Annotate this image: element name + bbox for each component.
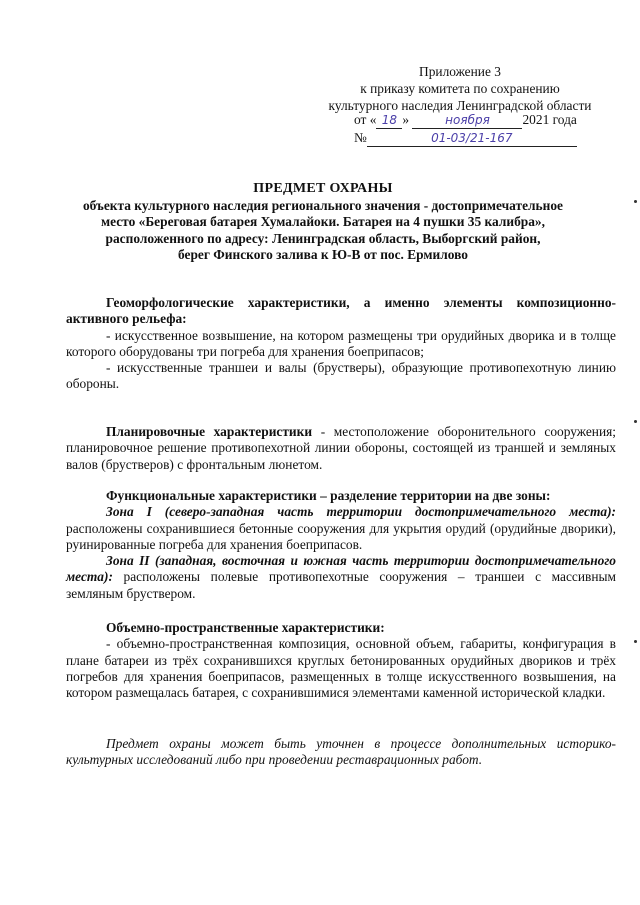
planning-heading: Планировочные характеристики: [106, 424, 313, 439]
appendix-number: Приложение 3: [419, 64, 501, 79]
handwritten-number: 01-03/21-167: [431, 131, 513, 145]
order-number: № 01-03/21-167: [354, 130, 577, 147]
scan-mark: [634, 640, 637, 643]
section-spatial: [66, 620, 616, 701]
geomorphology-heading: Геоморфологические характеристики, а именно элементы композиционно-активного рельефа:: [66, 295, 616, 327]
appendix-header: [300, 63, 620, 114]
spatial-text: - объемно-пространственная композиция, основной объем, габариты, конфигурация в плане батареи из трёх сохранившихся круглых бетонированных орудийных двориков и трёх погребов для хранения боеприпасов, размещенных в толще искусственного возвышения, на котором размещалась батарея, с сохранившимися элементами каменной исторической кладки.: [66, 636, 616, 701]
committee-name: культурного наследия Ленинградской области: [328, 98, 592, 113]
geomorphology-item-2: - искусственные траншеи и валы (брустверы), образующие противопехотную линию обороны.: [66, 360, 616, 392]
order-date: от « 18 » ноября 2021 года: [354, 112, 577, 127]
order-reference: к приказу комитета по сохранению: [360, 81, 560, 96]
handwritten-day: 18: [381, 113, 398, 127]
planning-text: - местоположение оборонительного сооружения; планировочное решение противопехотной линии обороны, состоящей из траншей и земляных валов (брустверов) с фронтальным люнетом.: [66, 424, 616, 472]
scan-mark: [634, 420, 637, 423]
section-note: [66, 736, 616, 769]
zone-2-text: расположены полевые противопехотные сооружения – траншеи с массивным земляным бруствером.: [66, 569, 616, 601]
zone-2-label: Зона II (западная, восточная и южная часть территории достопримечательного места):: [66, 553, 616, 585]
functional-heading: Функциональные характеристики – разделение территории на две зоны:: [106, 488, 551, 503]
zone-1-text: расположены сохранившиеся бетонные сооружения для укрытия орудий (орудийные дворики), руинированные погреба для хранения боеприпасов.: [66, 520, 616, 552]
handwritten-month: ноября: [445, 113, 490, 127]
section-planning: [66, 424, 616, 473]
scan-mark: [634, 200, 637, 203]
title-heading: ПРЕДМЕТ ОХРАНЫ: [253, 181, 393, 196]
document-title: ПРЕДМЕТ ОХРАНЫ объекта культурного наследия регионального значения - достопримечательное место «Береговая батарея Хумалайоки. Батарея на 4 пушки 35 калибра», расположенного по адресу: Ленинградская область, Выборгский район, берег Финского залива к Ю-В от пос. Ермилово: [40, 181, 606, 264]
spatial-heading: Объемно-пространственные характеристики:: [106, 620, 385, 635]
note-text: Предмет охраны может быть уточнен в процессе дополнительных историко-культурных исследований либо при проведении реставрационных работ.: [66, 736, 616, 768]
section-functional: [66, 488, 616, 602]
zone-1-label: Зона I (северо-западная часть территории достопримечательного места):: [106, 504, 616, 520]
section-geomorphology: [66, 295, 616, 393]
geomorphology-item-1: - искусственное возвышение, на котором размещены три орудийных дворика и в толще которого оборудованы три погреба для хранения боеприпасов;: [66, 327, 616, 359]
